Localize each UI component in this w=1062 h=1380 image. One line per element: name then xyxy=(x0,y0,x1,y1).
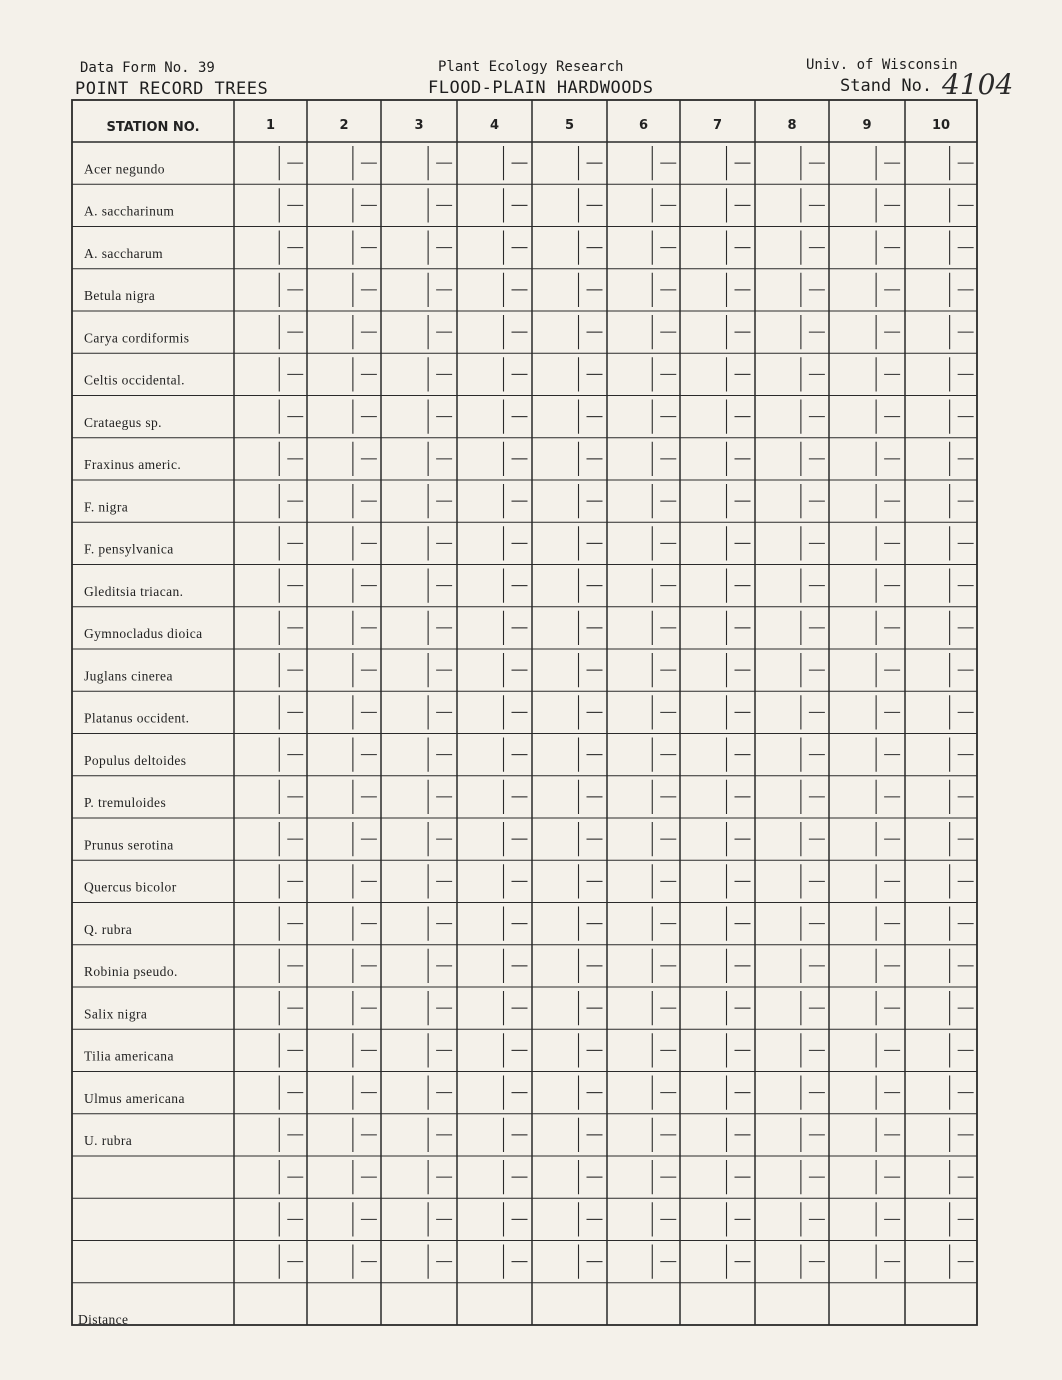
station-no-header: STATION NO. xyxy=(106,120,200,135)
species-label: Juglans cinerea xyxy=(84,668,173,684)
species-label: Salix nigra xyxy=(84,1006,148,1022)
distance-label: Distance xyxy=(78,1312,129,1327)
species-label: Tilia americana xyxy=(84,1048,174,1064)
species-label: F. pensylvanica xyxy=(84,541,174,557)
species-label: F. nigra xyxy=(84,499,129,515)
species-label: Ulmus americana xyxy=(84,1090,185,1106)
species-label: Gymnocladus dioica xyxy=(84,626,203,641)
station-header-2: 2 xyxy=(339,118,349,133)
species-label: Prunus serotina xyxy=(84,837,174,853)
station-header-8: 8 xyxy=(787,118,797,133)
species-label: Carya cordiformis xyxy=(84,330,190,346)
species-label: Crataegus sp. xyxy=(84,414,162,430)
forest-type: FLOOD-PLAIN HARDWOODS xyxy=(428,78,654,98)
stand-number: 4104 xyxy=(942,68,1014,101)
species-label: Platanus occident. xyxy=(84,710,190,726)
species-label: Q. rubra xyxy=(84,921,133,937)
station-header-7: 7 xyxy=(712,118,723,133)
station-header-6: 6 xyxy=(638,118,649,133)
species-label: Celtis occidental. xyxy=(84,372,185,388)
species-label: Fraxinus americ. xyxy=(84,457,182,472)
station-header-5: 5 xyxy=(564,118,575,133)
species-label: U. rubra xyxy=(84,1133,133,1148)
station-header-1: 1 xyxy=(265,118,276,133)
species-label: Acer negundo xyxy=(84,161,165,177)
species-label: Betula nigra xyxy=(84,288,156,303)
species-label: Quercus bicolor xyxy=(84,879,177,895)
species-label: A. saccharum xyxy=(84,245,164,261)
stand-label: Stand No. xyxy=(840,76,933,96)
species-label: A. saccharinum xyxy=(84,203,175,219)
species-label: P. tremuloides xyxy=(84,795,167,810)
species-label: Populus deltoides xyxy=(84,752,187,768)
species-label: Robinia pseudo. xyxy=(84,964,178,979)
station-header-3: 3 xyxy=(414,118,424,133)
research-program: Plant Ecology Research xyxy=(438,59,624,75)
station-header-10: 10 xyxy=(931,118,951,133)
station-header-9: 9 xyxy=(862,118,872,133)
form-type: POINT RECORD TREES xyxy=(75,79,269,99)
institution: Univ. of Wisconsin xyxy=(806,57,958,73)
species-label: Gleditsia triacan. xyxy=(84,583,184,599)
form-number: Data Form No. 39 xyxy=(80,60,215,76)
station-header-4: 4 xyxy=(489,118,500,133)
